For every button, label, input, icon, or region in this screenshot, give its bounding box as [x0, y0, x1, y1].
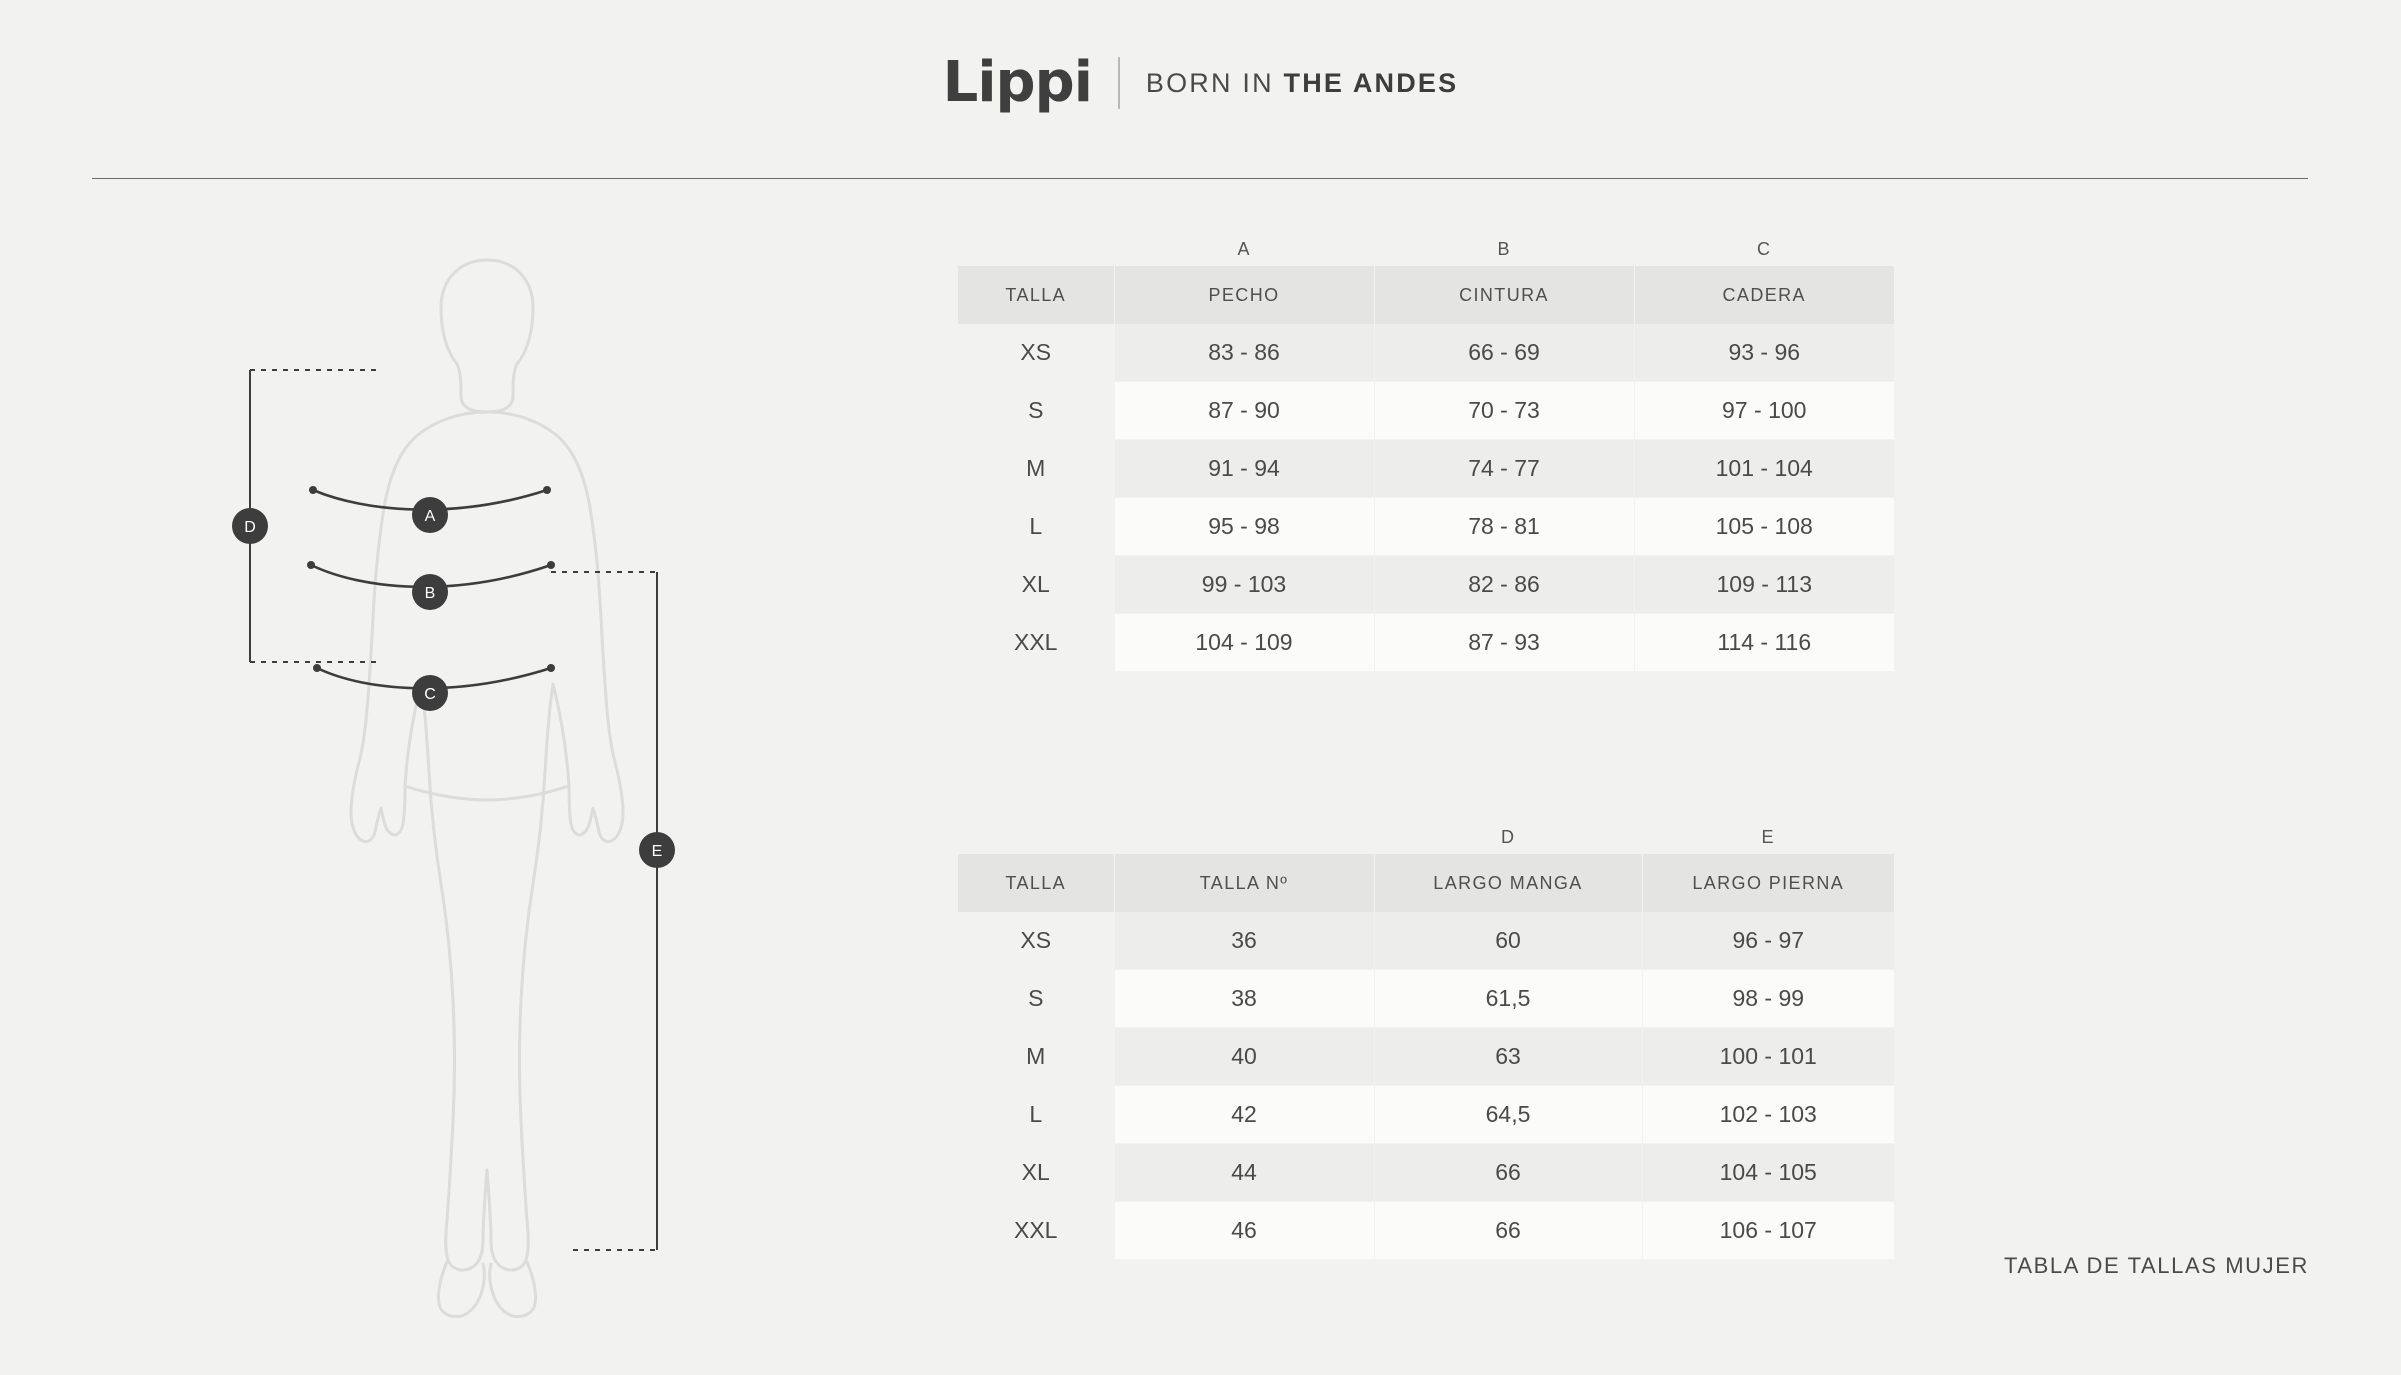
table-row — [958, 440, 1894, 498]
column-header-largo-manga: LARGO MANGA — [1374, 854, 1642, 912]
cell-talla-numero: 42 — [1114, 1086, 1374, 1144]
cell-largo-manga: 64,5 — [1374, 1086, 1642, 1144]
svg-text:B: B — [424, 585, 436, 602]
cell-cadera: 93 - 96 — [1634, 324, 1894, 382]
size-table-lengths — [958, 820, 1950, 1260]
cell-talla-numero: 44 — [1114, 1144, 1374, 1202]
letter-cell-a: A — [1237, 238, 1251, 259]
footer-caption: TABLA DE TALLAS MUJER — [2003, 1253, 2309, 1278]
cell-pecho: 95 - 98 — [1114, 498, 1374, 556]
cell-largo-manga: 63 — [1374, 1028, 1642, 1086]
cell-cintura: 87 - 93 — [1374, 614, 1634, 672]
cell-size: M — [958, 440, 1114, 498]
cell-cintura: 66 - 69 — [1374, 324, 1634, 382]
column-letters-row-2 — [958, 820, 1950, 854]
page-header — [0, 0, 2401, 180]
cell-talla-numero: 40 — [1114, 1028, 1374, 1086]
svg-text:A: A — [424, 508, 436, 525]
cell-largo-pierna: 106 - 107 — [1642, 1202, 1894, 1260]
cell-pecho: 104 - 109 — [1114, 614, 1374, 672]
cell-cadera: 114 - 116 — [1634, 614, 1894, 672]
letter-cell-e: E — [1761, 826, 1775, 847]
cell-size: S — [958, 382, 1114, 440]
female-body-diagram — [244, 220, 815, 1320]
letter-cell-b: B — [1497, 238, 1511, 259]
marker-e — [639, 832, 675, 868]
cell-pecho: 83 - 86 — [1114, 324, 1374, 382]
size-table-upper-body — [958, 232, 1950, 672]
cell-largo-pierna: 104 - 105 — [1642, 1144, 1894, 1202]
marker-d — [232, 508, 268, 544]
column-header-talla-numero: TALLA Nº — [1114, 854, 1374, 912]
cell-size: XXL — [958, 1202, 1114, 1260]
cell-largo-pierna: 100 - 101 — [1642, 1028, 1894, 1086]
cell-largo-pierna: 102 - 103 — [1642, 1086, 1894, 1144]
column-letters-row-1 — [958, 232, 1950, 266]
cell-size: M — [958, 1028, 1114, 1086]
column-header-talla: TALLA — [958, 854, 1114, 912]
cell-talla-numero: 38 — [1114, 970, 1374, 1028]
column-header-cadera: CADERA — [1634, 266, 1894, 324]
tagline-light: BORN IN — [1145, 67, 1284, 98]
marker-a — [412, 497, 448, 533]
letter-cell — [958, 820, 1114, 854]
table-row — [958, 1086, 1894, 1144]
table-row — [958, 324, 1894, 382]
cell-largo-manga: 66 — [1374, 1144, 1642, 1202]
table-lengths — [958, 854, 1894, 1260]
tagline-bold: THE ANDES — [1283, 67, 1459, 98]
lippi-logo: Lippi — [942, 50, 1092, 115]
svg-text:E: E — [651, 843, 663, 860]
cell-size: XXL — [958, 614, 1114, 672]
table-row — [958, 614, 1894, 672]
table-header-row — [958, 854, 1894, 912]
column-header-pecho: PECHO — [1114, 266, 1374, 324]
table-row — [958, 1202, 1894, 1260]
table-row — [958, 1144, 1894, 1202]
cell-largo-manga: 60 — [1374, 912, 1642, 970]
cell-talla-numero: 46 — [1114, 1202, 1374, 1260]
table-row — [958, 912, 1894, 970]
cell-largo-pierna: 96 - 97 — [1642, 912, 1894, 970]
cell-cadera: 109 - 113 — [1634, 556, 1894, 614]
table-row — [958, 970, 1894, 1028]
cell-cintura: 70 - 73 — [1374, 382, 1634, 440]
marker-c — [412, 675, 448, 711]
marker-b — [412, 574, 448, 610]
cell-size: XS — [958, 912, 1114, 970]
cell-pecho: 87 - 90 — [1114, 382, 1374, 440]
body-measurement-figure — [244, 220, 815, 1320]
table-header-row — [958, 266, 1894, 324]
table-row — [958, 498, 1894, 556]
cell-size: L — [958, 1086, 1114, 1144]
cell-cintura: 74 - 77 — [1374, 440, 1634, 498]
cell-pecho: 99 - 103 — [1114, 556, 1374, 614]
cell-size: XL — [958, 556, 1114, 614]
cell-size: XL — [958, 1144, 1114, 1202]
letter-cell-d: D — [1501, 826, 1515, 847]
letter-cell — [958, 232, 1114, 266]
column-header-largo-pierna: LARGO PIERNA — [1642, 854, 1894, 912]
brand-tagline — [1146, 68, 1458, 99]
column-header-talla: TALLA — [958, 266, 1114, 324]
letter-cell-c: C — [1757, 238, 1771, 259]
header-divider — [92, 178, 2308, 179]
cell-cadera: 101 - 104 — [1634, 440, 1894, 498]
cell-pecho: 91 - 94 — [1114, 440, 1374, 498]
cell-size: XS — [958, 324, 1114, 382]
cell-talla-numero: 36 — [1114, 912, 1374, 970]
brand-row — [0, 50, 2401, 115]
cell-cintura: 78 - 81 — [1374, 498, 1634, 556]
logo-divider — [1118, 57, 1120, 109]
column-header-cintura: CINTURA — [1374, 266, 1634, 324]
table-upper-body — [958, 266, 1894, 672]
table-row — [958, 382, 1894, 440]
svg-text:D: D — [244, 519, 256, 536]
cell-size: L — [958, 498, 1114, 556]
cell-size: S — [958, 970, 1114, 1028]
svg-text:C: C — [424, 686, 436, 703]
letter-cell — [1114, 820, 1374, 854]
table-row — [958, 556, 1894, 614]
table-row — [958, 1028, 1894, 1086]
cell-largo-manga: 66 — [1374, 1202, 1642, 1260]
cell-cadera: 105 - 108 — [1634, 498, 1894, 556]
cell-cintura: 82 - 86 — [1374, 556, 1634, 614]
cell-cadera: 97 - 100 — [1634, 382, 1894, 440]
size-tables — [958, 232, 1950, 1260]
cell-largo-pierna: 98 - 99 — [1642, 970, 1894, 1028]
cell-largo-manga: 61,5 — [1374, 970, 1642, 1028]
